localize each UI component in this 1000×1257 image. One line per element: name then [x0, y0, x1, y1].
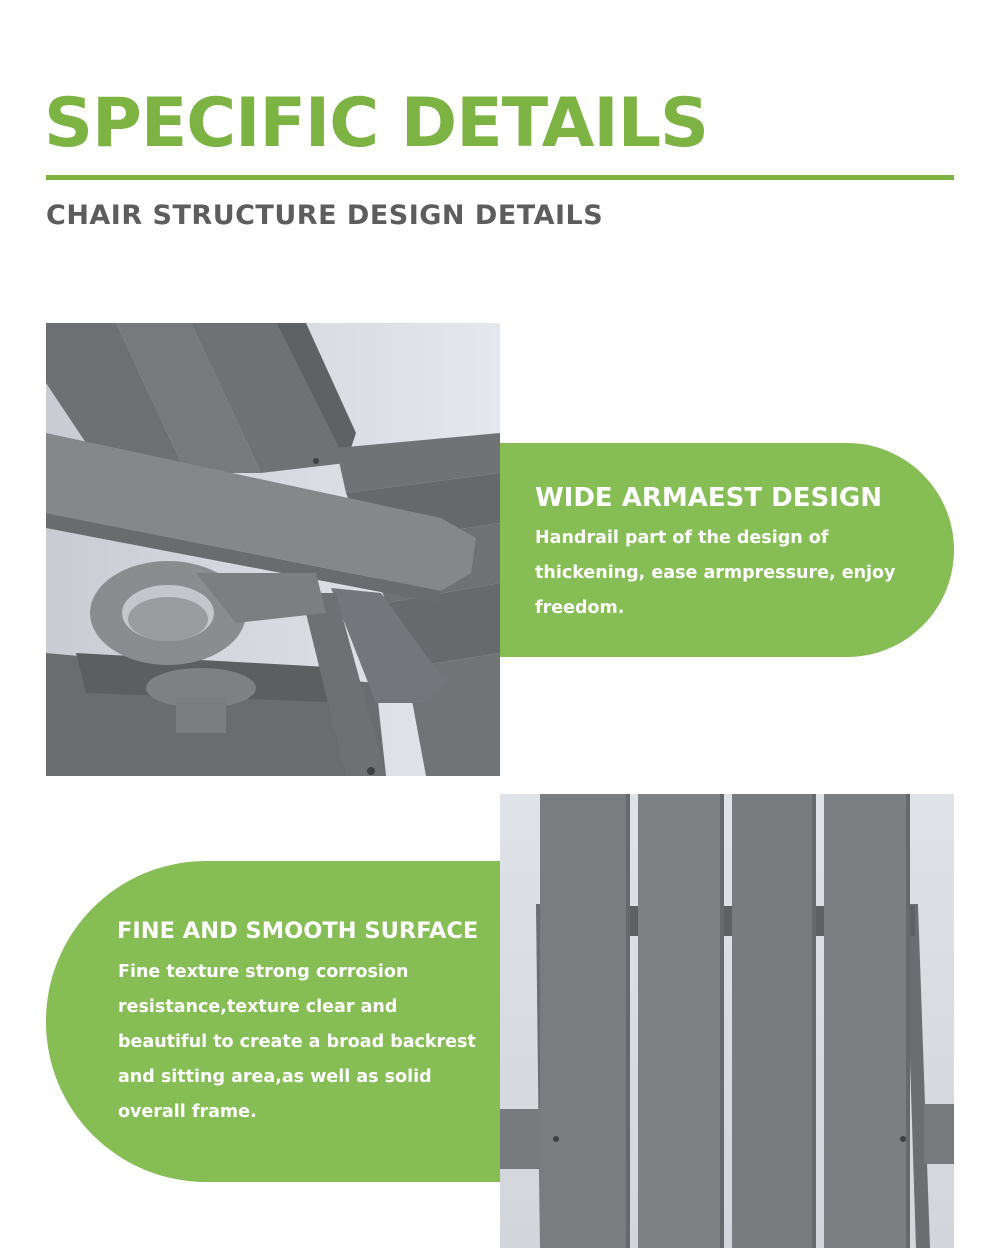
page-title: SPECIFIC DETAILS	[44, 84, 709, 163]
feature-title-surface: FINE AND SMOOTH SURFACE	[117, 918, 479, 944]
feature-title-armrest: WIDE ARMAEST DESIGN	[535, 483, 883, 513]
page-subtitle: CHAIR STRUCTURE DESIGN DETAILS	[46, 200, 604, 231]
feature-text-surface: Fine texture strong corrosion resistance,texture clear and beautiful to create a broad backrest and sitting area,as well as solid overall frame.	[118, 962, 476, 1122]
feature-text-armrest: Handrail part of the design of thickening, ease armpressure, enjoy freedom.	[535, 528, 896, 618]
backrest-photo	[500, 794, 954, 1248]
title-divider	[46, 175, 954, 180]
armrest-photo	[46, 323, 500, 776]
